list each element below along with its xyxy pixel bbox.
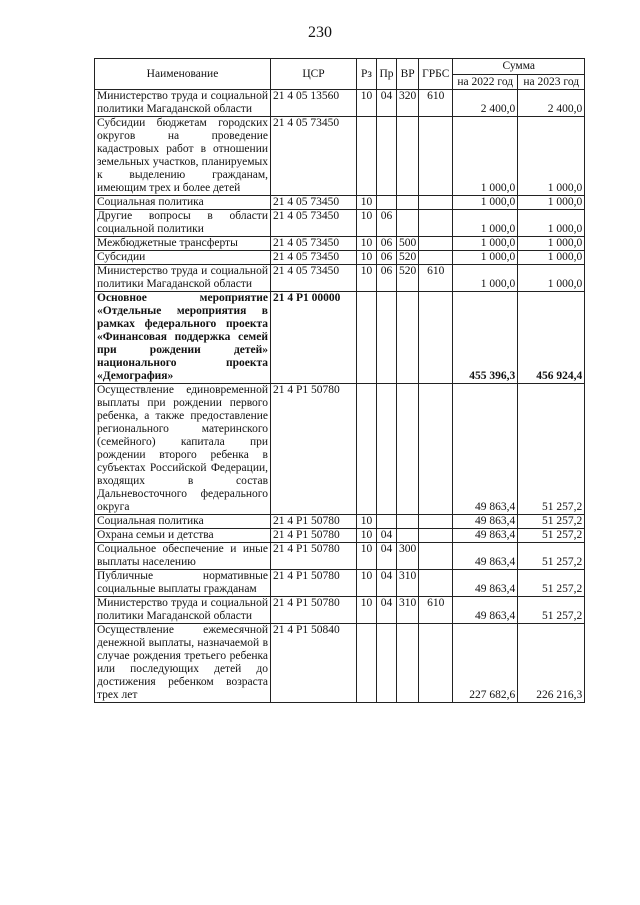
cell-s2023: 226 216,3 — [518, 624, 585, 703]
cell-pr — [377, 196, 397, 210]
cell-grbs — [419, 515, 453, 529]
header-year-2023: на 2023 год — [518, 75, 585, 90]
header-year-2022: на 2022 год — [453, 75, 518, 90]
cell-rz: 10 — [357, 196, 377, 210]
cell-name: Охрана семьи и детства — [95, 529, 271, 543]
cell-grbs — [419, 117, 453, 196]
table-row — [95, 90, 585, 117]
cell-s2022: 49 863,4 — [453, 570, 518, 597]
cell-s2022: 1 000,0 — [453, 196, 518, 210]
table-row — [95, 597, 585, 624]
cell-s2022: 1 000,0 — [453, 117, 518, 196]
header-name: Наименование — [95, 59, 271, 90]
cell-s2022: 49 863,4 — [453, 597, 518, 624]
cell-s2023: 2 400,0 — [518, 90, 585, 117]
cell-grbs — [419, 210, 453, 237]
table-row — [95, 624, 585, 703]
cell-s2023: 1 000,0 — [518, 237, 585, 251]
cell-s2022: 2 400,0 — [453, 90, 518, 117]
cell-csr: 21 4 05 73450 — [271, 237, 357, 251]
cell-vr: 320 — [397, 90, 419, 117]
header-grbs: ГРБС — [419, 59, 453, 90]
cell-name: Осуществление единовременной выплаты при рождении первого ребенка, а также предоставление регионального материнского (семейного) капитала при рождении второго ребенка в субъектах Российской Федерации, входящих в состав Дальневосточного федерального округа — [95, 384, 271, 515]
cell-csr: 21 4 05 73450 — [271, 196, 357, 210]
cell-s2022: 1 000,0 — [453, 237, 518, 251]
cell-name: Публичные нормативные социальные выплаты гражданам — [95, 570, 271, 597]
cell-s2022: 49 863,4 — [453, 515, 518, 529]
cell-grbs — [419, 237, 453, 251]
cell-csr: 21 4 P1 50780 — [271, 597, 357, 624]
cell-pr — [377, 384, 397, 515]
table-row — [95, 543, 585, 570]
cell-s2023: 1 000,0 — [518, 210, 585, 237]
cell-csr: 21 4 P1 50780 — [271, 543, 357, 570]
table-row — [95, 529, 585, 543]
cell-s2023: 51 257,2 — [518, 515, 585, 529]
table-row — [95, 117, 585, 196]
cell-rz — [357, 292, 377, 384]
cell-vr: 520 — [397, 265, 419, 292]
cell-csr: 21 4 P1 50840 — [271, 624, 357, 703]
cell-vr — [397, 292, 419, 384]
cell-s2023: 1 000,0 — [518, 265, 585, 292]
cell-rz: 10 — [357, 251, 377, 265]
cell-vr — [397, 210, 419, 237]
header-sum: Сумма — [453, 59, 585, 75]
budget-table — [94, 58, 585, 703]
cell-s2023: 51 257,2 — [518, 384, 585, 515]
cell-csr: 21 4 P1 00000 — [271, 292, 357, 384]
cell-grbs — [419, 543, 453, 570]
cell-vr — [397, 117, 419, 196]
cell-s2023: 51 257,2 — [518, 570, 585, 597]
header-vr: ВР — [397, 59, 419, 90]
cell-s2022: 49 863,4 — [453, 543, 518, 570]
cell-rz — [357, 384, 377, 515]
cell-pr: 06 — [377, 210, 397, 237]
cell-grbs — [419, 529, 453, 543]
table-row — [95, 196, 585, 210]
cell-vr: 520 — [397, 251, 419, 265]
cell-s2022: 1 000,0 — [453, 265, 518, 292]
cell-name: Министерство труда и социальной политики Магаданской области — [95, 90, 271, 117]
table-row — [95, 237, 585, 251]
cell-pr: 04 — [377, 529, 397, 543]
header-rz: Рз — [357, 59, 377, 90]
cell-s2023: 51 257,2 — [518, 529, 585, 543]
cell-grbs: 610 — [419, 265, 453, 292]
table-row — [95, 210, 585, 237]
cell-vr: 500 — [397, 237, 419, 251]
cell-pr: 04 — [377, 543, 397, 570]
cell-grbs — [419, 384, 453, 515]
cell-rz: 10 — [357, 265, 377, 292]
cell-s2022: 1 000,0 — [453, 251, 518, 265]
cell-vr — [397, 529, 419, 543]
table-row — [95, 292, 585, 384]
cell-vr — [397, 624, 419, 703]
cell-s2023: 456 924,4 — [518, 292, 585, 384]
table-row — [95, 515, 585, 529]
cell-pr: 06 — [377, 237, 397, 251]
cell-s2023: 51 257,2 — [518, 543, 585, 570]
cell-pr: 06 — [377, 251, 397, 265]
cell-name: Субсидии — [95, 251, 271, 265]
cell-rz: 10 — [357, 597, 377, 624]
page-number: 230 — [308, 24, 332, 41]
cell-vr: 310 — [397, 597, 419, 624]
table-row — [95, 265, 585, 292]
cell-rz: 10 — [357, 515, 377, 529]
cell-pr: 04 — [377, 570, 397, 597]
cell-csr: 21 4 05 73450 — [271, 210, 357, 237]
cell-rz — [357, 624, 377, 703]
cell-name: Основное мероприятие «Отдельные мероприятия в рамках федерального проекта «Финансовая поддержка семей при рождении детей» национального проекта «Демография» — [95, 292, 271, 384]
cell-s2023: 1 000,0 — [518, 117, 585, 196]
cell-vr: 310 — [397, 570, 419, 597]
cell-name: Межбюджетные трансферты — [95, 237, 271, 251]
cell-csr: 21 4 05 73450 — [271, 251, 357, 265]
cell-csr: 21 4 P1 50780 — [271, 384, 357, 515]
cell-pr: 04 — [377, 90, 397, 117]
cell-name: Социальное обеспечение и иные выплаты населению — [95, 543, 271, 570]
cell-vr — [397, 384, 419, 515]
cell-csr: 21 4 05 13560 — [271, 90, 357, 117]
table-row — [95, 570, 585, 597]
cell-s2022: 227 682,6 — [453, 624, 518, 703]
cell-pr: 06 — [377, 265, 397, 292]
cell-pr — [377, 117, 397, 196]
cell-rz: 10 — [357, 237, 377, 251]
cell-grbs — [419, 570, 453, 597]
cell-rz: 10 — [357, 90, 377, 117]
cell-name: Социальная политика — [95, 515, 271, 529]
cell-name: Министерство труда и социальной политики Магаданской области — [95, 265, 271, 292]
cell-name: Министерство труда и социальной политики Магаданской области — [95, 597, 271, 624]
cell-csr: 21 4 P1 50780 — [271, 570, 357, 597]
cell-name: Субсидии бюджетам городских округов на проведение кадастровых работ в отношении земельных участков, планируемых к выделению гражданам, имеющим трех и более детей — [95, 117, 271, 196]
cell-pr — [377, 515, 397, 529]
cell-rz: 10 — [357, 570, 377, 597]
table-row — [95, 384, 585, 515]
cell-vr — [397, 515, 419, 529]
cell-csr: 21 4 P1 50780 — [271, 529, 357, 543]
cell-pr — [377, 292, 397, 384]
cell-csr: 21 4 05 73450 — [271, 117, 357, 196]
header-pr: Пр — [377, 59, 397, 90]
cell-s2022: 455 396,3 — [453, 292, 518, 384]
cell-csr: 21 4 P1 50780 — [271, 515, 357, 529]
cell-csr: 21 4 05 73450 — [271, 265, 357, 292]
cell-vr — [397, 196, 419, 210]
cell-rz — [357, 117, 377, 196]
cell-vr: 300 — [397, 543, 419, 570]
cell-pr: 04 — [377, 597, 397, 624]
cell-s2022: 49 863,4 — [453, 384, 518, 515]
cell-s2022: 49 863,4 — [453, 529, 518, 543]
cell-name: Социальная политика — [95, 196, 271, 210]
cell-name: Осуществление ежемесячной денежной выплаты, назначаемой в случае рождения третьего ребенка или последующих детей до достижения ребенком возраста трех лет — [95, 624, 271, 703]
table-row — [95, 251, 585, 265]
header-csr: ЦСР — [271, 59, 357, 90]
cell-s2023: 1 000,0 — [518, 196, 585, 210]
cell-rz: 10 — [357, 210, 377, 237]
cell-s2023: 1 000,0 — [518, 251, 585, 265]
cell-grbs: 610 — [419, 597, 453, 624]
cell-pr — [377, 624, 397, 703]
cell-rz: 10 — [357, 529, 377, 543]
cell-grbs: 610 — [419, 90, 453, 117]
cell-rz: 10 — [357, 543, 377, 570]
cell-s2023: 51 257,2 — [518, 597, 585, 624]
cell-grbs — [419, 624, 453, 703]
cell-s2022: 1 000,0 — [453, 210, 518, 237]
cell-grbs — [419, 251, 453, 265]
cell-grbs — [419, 292, 453, 384]
cell-grbs — [419, 196, 453, 210]
cell-name: Другие вопросы в области социальной политики — [95, 210, 271, 237]
